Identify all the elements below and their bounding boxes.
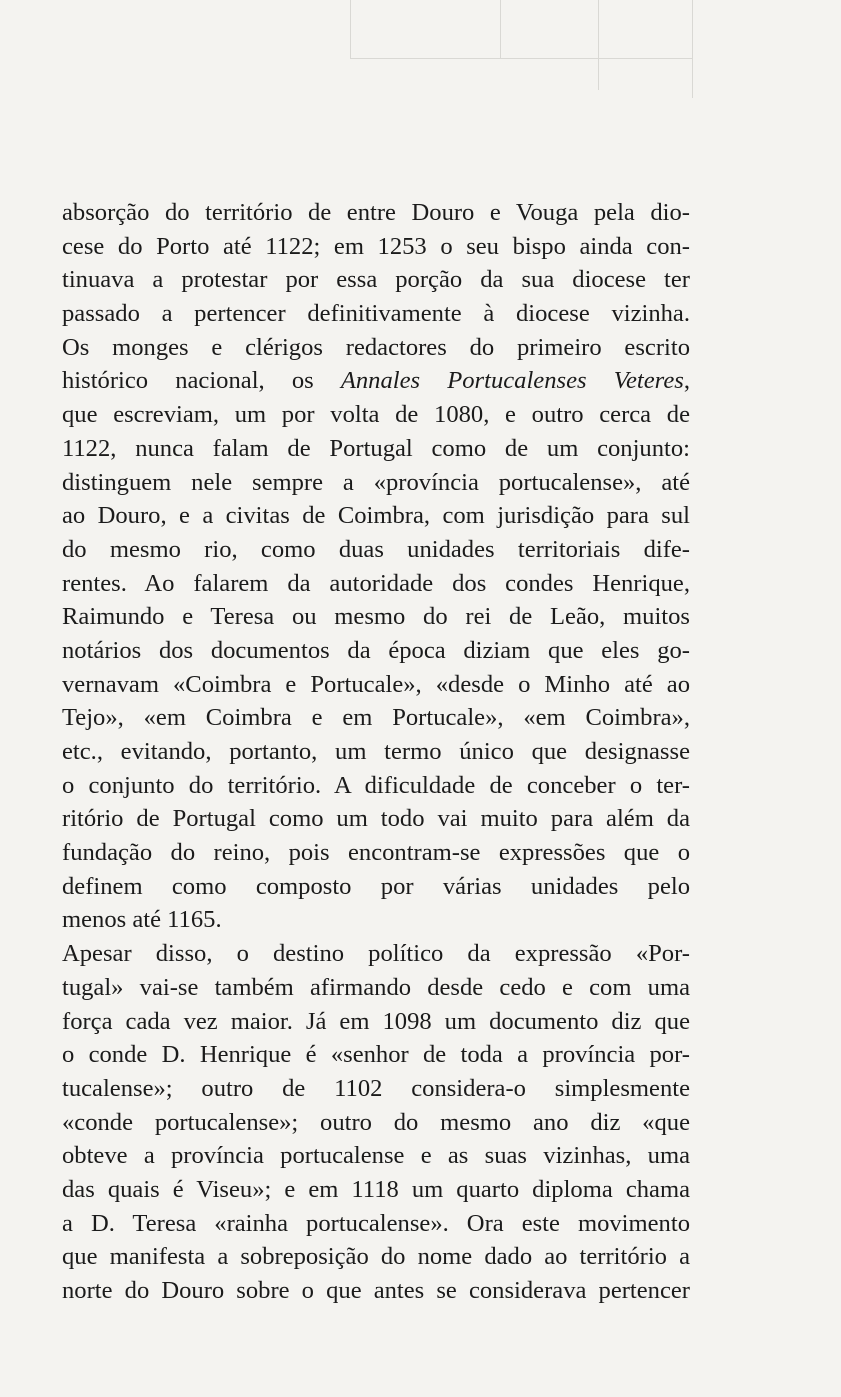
text-line: tugal» vai-se também afirmando desde cedo e com uma	[62, 973, 690, 1001]
text-line: distinguem nele sempre a «província portucalense», até	[62, 468, 690, 496]
text-line: ao Douro, e a civitas de Coimbra, com jurisdição para sul	[62, 502, 690, 530]
show-through-bleed	[0, 0, 841, 150]
text-line: força cada vez maior. Já em 1098 um documento diz que	[62, 1007, 690, 1035]
text-line: o conjunto do território. A dificuldade de conceber o ter-	[62, 771, 690, 799]
text-segment: histórico nacional, os	[62, 367, 341, 395]
text-line: Apesar disso, o destino político da expressão «Por-	[62, 940, 690, 968]
text-line: Raimundo e Teresa ou mesmo do rei de Leão, muitos	[62, 603, 690, 631]
text-line: «conde portucalense»; outro do mesmo ano diz «que	[62, 1108, 690, 1136]
text-line: obteve a província portucalense e as suas vizinhas, uma	[62, 1142, 690, 1170]
text-line: etc., evitando, portanto, um termo único que designasse	[62, 738, 690, 765]
text-line: das quais é Viseu»; e em 1118 um quarto diploma chama	[62, 1175, 690, 1203]
text-line: fundação do reino, pois encontram-se expressões que o	[62, 839, 690, 867]
text-line: norte do Douro sobre o que antes se considerava pertencer	[62, 1277, 690, 1304]
text-line: que manifesta a sobreposição do nome dado ao território a	[62, 1243, 690, 1271]
text-line: Os monges e clérigos redactores do primeiro escrito	[62, 333, 690, 361]
text-line: absorção do território de entre Douro e Vouga pela dio-	[62, 199, 690, 226]
text-line: 1122, nunca falam de Portugal como de um conjunto:	[62, 434, 690, 462]
text-line: vernavam «Coimbra e Portucale», «desde o Minho até ao	[62, 670, 690, 698]
text-line: do mesmo rio, como duas unidades territoriais dife-	[62, 535, 690, 563]
body-text	[62, 196, 690, 1308]
text-line: passado a pertencer definitivamente à diocese vizinha.	[62, 300, 690, 328]
text-line: cese do Porto até 1122; em 1253 o seu bispo ainda con-	[62, 232, 690, 260]
text-line	[62, 364, 690, 398]
text-segment: ,	[683, 367, 690, 395]
text-line: notários dos documentos da época diziam que eles go-	[62, 636, 690, 664]
text-line: a D. Teresa «rainha portucalense». Ora este movimento	[62, 1209, 690, 1237]
text-line: que escreviam, um por volta de 1080, e outro cerca de	[62, 401, 690, 429]
text-line: menos até 1165.	[62, 906, 222, 934]
text-line: tinuava a protestar por essa porção da sua diocese ter	[62, 266, 690, 294]
italic-title: Annales Portucalenses Veteres	[340, 367, 684, 395]
text-line: rentes. Ao falarem da autoridade dos condes Henrique,	[62, 569, 690, 597]
text-line: o conde D. Henrique é «senhor de toda a província por-	[62, 1041, 690, 1069]
text-line: tucalense»; outro de 1102 considera-o simplesmente	[62, 1074, 690, 1102]
text-line: ritório de Portugal como um todo vai muito para além da	[62, 805, 690, 833]
text-line: definem como composto por várias unidades pelo	[62, 872, 690, 900]
text-line: Tejo», «em Coimbra e em Portucale», «em Coimbra»,	[62, 704, 690, 732]
